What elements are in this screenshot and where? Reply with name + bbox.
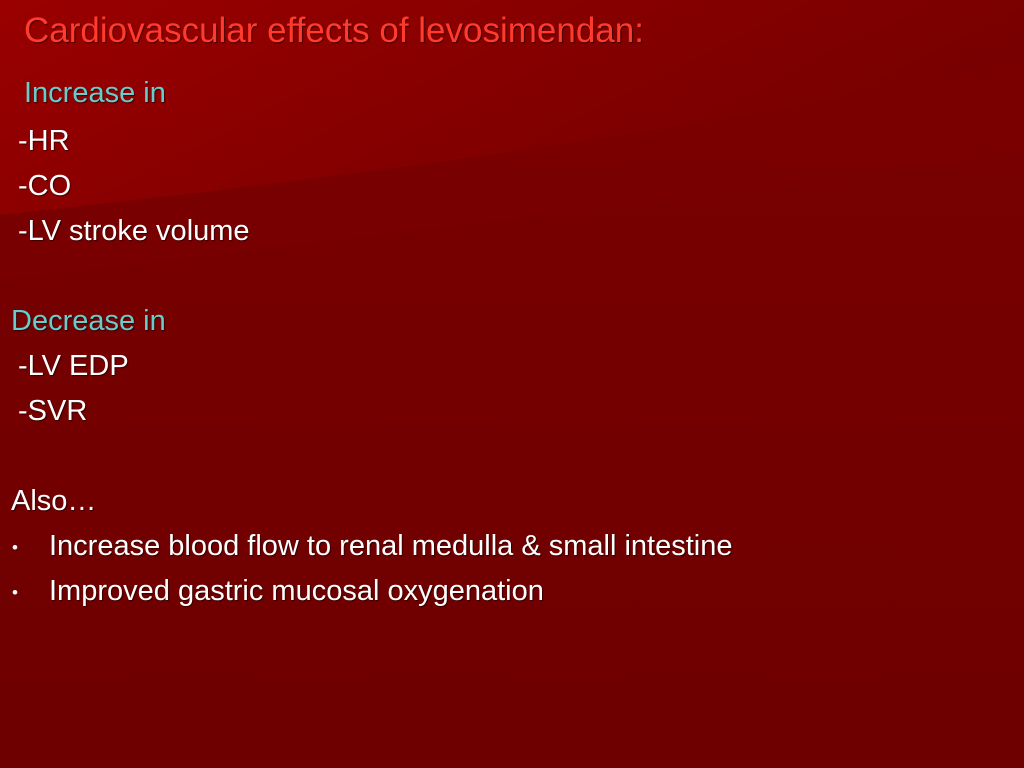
increase-heading: Increase in [24,77,166,109]
increase-item-hr: -HR [18,125,70,157]
decrease-heading: Decrease in [11,305,166,337]
slide-title: Cardiovascular effects of levosimendan: [24,11,644,50]
increase-item-lv-stroke-volume: -LV stroke volume [18,215,250,247]
decrease-item-lv-edp: -LV EDP [18,350,129,382]
also-label: Also… [11,485,97,517]
bullet-icon: • [12,538,18,557]
bullet-item-blood-flow: Increase blood flow to renal medulla & small intestine [49,530,733,562]
bullet-item-gastric-oxygenation: Improved gastric mucosal oxygenation [49,575,544,607]
decrease-item-svr: -SVR [18,395,88,427]
increase-item-co: -CO [18,170,72,202]
bullet-icon: • [12,583,18,602]
